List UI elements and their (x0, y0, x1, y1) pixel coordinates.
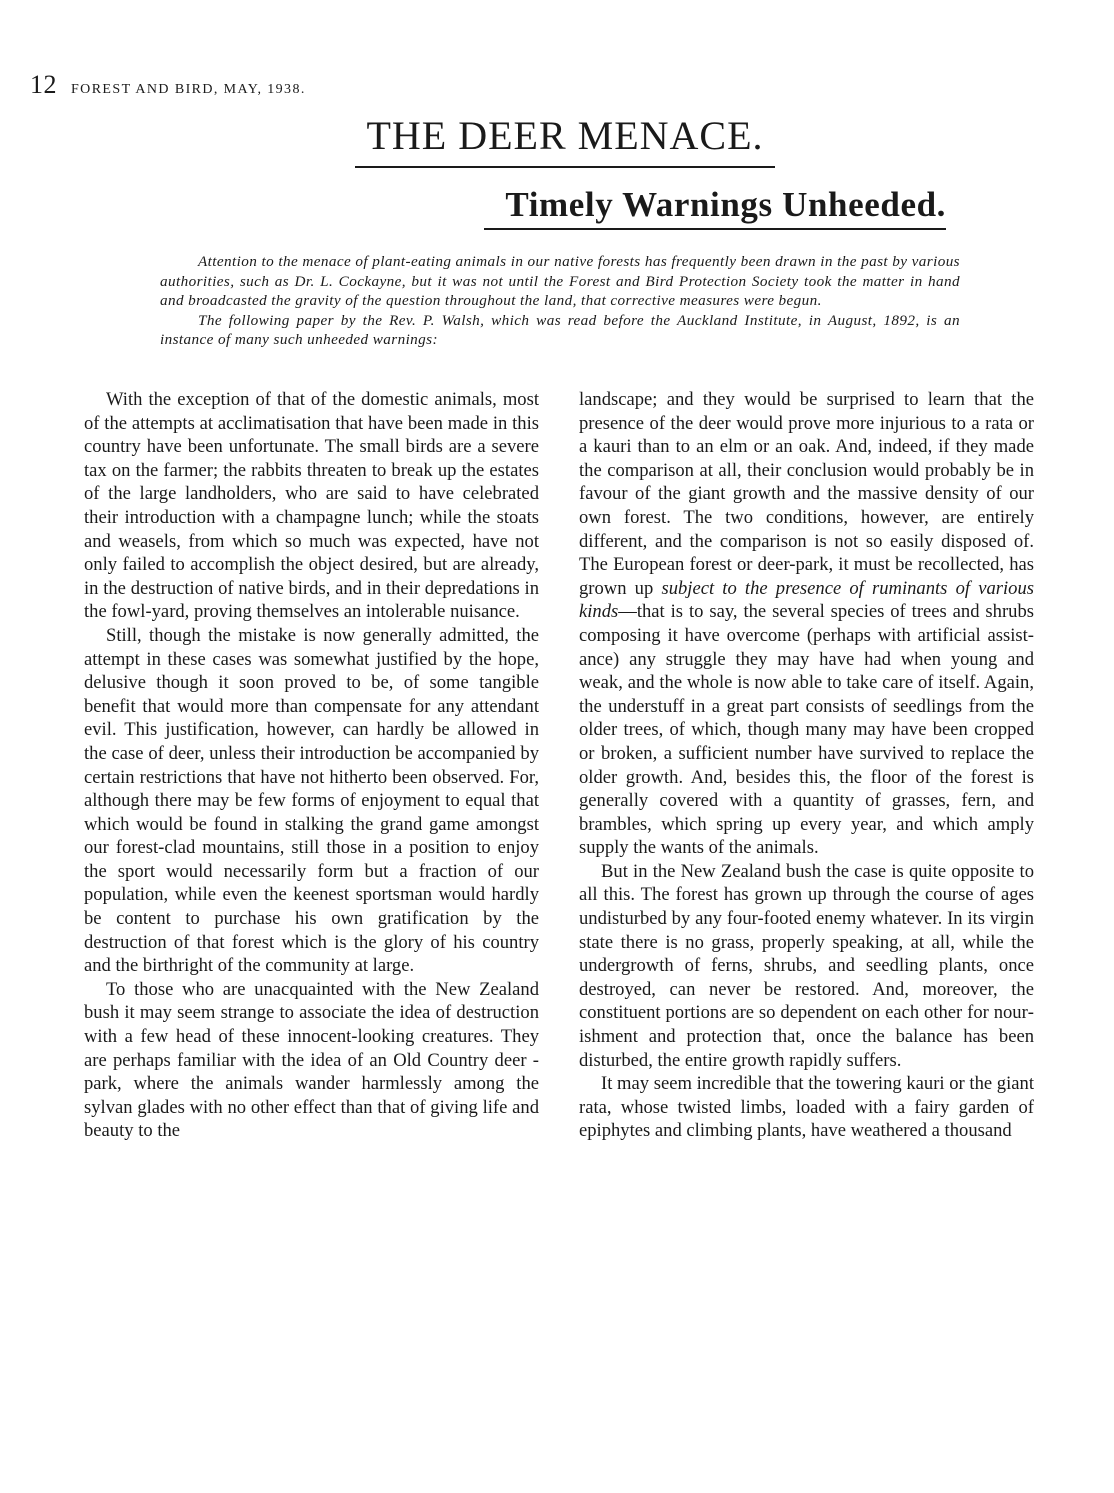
running-head (30, 70, 306, 100)
running-title: FOREST AND BIRD, MAY, 1938. (71, 82, 306, 97)
title-block (355, 112, 775, 168)
body-text: landscape; and they would be surprised to learn that the presence of the deer would prove more injurious to a rata or a kauri than to an elm or an oak. And, indeed, if they made the comparison at all, their conclusion would probably be in favour of the giant growth and the massive density of our own forest. The two conditions, however, are entirely different, and the comparison is not so easily disposed of. The European forest or deer-park, it must be recollected, has grown up (579, 389, 1034, 599)
body-paragraph: But in the New Zealand bush the case is quite opposite to all this. The forest has grown up through the course of ages undisturbed by any four-footed enemy whatever. In its virgin state there is no grass, properly speaking, at all, while the undergrowth of ferns, shrubs, and seedling plants, once destroyed, can never be restored. And, moreover, the constituent portions are so dependent on each other for nourishment and protection that, once the balance has been disturbed, the entire growth rapidly suffers. (579, 860, 1034, 1071)
subtitle-block (484, 184, 946, 230)
subtitle-underline (484, 228, 946, 230)
page-number: 12 (30, 70, 57, 99)
title-underline (355, 166, 775, 168)
body-paragraph: It may seem incredible that the towering kauri or the giant rata, whose twisted limbs, loaded with a fairy garden of epiphytes and climbing plants, have weathered a thousand (579, 1073, 1034, 1142)
editorial-intro (160, 252, 960, 350)
article-subtitle: Timely Warnings Unheeded. (505, 185, 946, 224)
body-text: —that is to say, the several species of trees and shrubs composing it have overcome (perhaps with artificial assistance) any struggle they may have had when young and weak, and the whole is now able to take care of itself. Again, the understuff in a great part consists of seedlings from the older trees, of which, though many may have been cropped or broken, a sufficient number have survived to replace the older growth. And, besides this, the floor of the forest is generally covered with a quantity of grasses, fern, and brambles, which spring up every year, and which amply supply the wants of the animals. (579, 601, 1034, 859)
body-paragraph: To those who are unacquainted with the New Zealand bush it may seem strange to associate the idea of destruction with a few head of these innocent-looking creatures. They are perhaps familiar with the idea of an Old Country deer - park, where the animals wander harmlessly among the sylvan glades with no other effect than that of giving life and beauty to the (84, 978, 539, 1142)
intro-paragraph: Attention to the menace of plant-eating animals in our native forests has frequently been drawn in the past by various authorities, such as Dr. L. Cockayne, but it was not until the Forest and Bird Protection Society took the matter in hand and broadcasted the gravity of the question throughout the land, that corrective measures were begun. (160, 253, 960, 309)
body-paragraph: With the exception of that of the domestic animals, most of the attempts at acclimatisation that have been made in this country have been unfortunate. The small birds are a severe tax on the farmer; the rabbits threaten to break up the estates of the large landholders, who are said to have celebrated their introduction with a champagne lunch; while the stoats and weasels, from which so much was expected, have not only failed to accomplish the object desired, but are already, in the destruction of native birds, and in their depredations in the fowl-yard, proving themselves an intolerable nuisance. (84, 389, 539, 623)
right-column (579, 388, 1034, 1143)
intro-paragraph: The following paper by the Rev. P. Walsh, which was read before the Auckland Institute, in August, 1892, is an instance of many such unheeded warnings: (160, 311, 960, 348)
left-column (84, 388, 539, 1143)
article-title: THE DEER MENACE. (366, 113, 764, 158)
body-paragraph: Still, though the mistake is now generally admitted, the attempt in these cases was somewhat justified by the hope, delusive though it soon proved to be, of some tangible benefit that would more than compensate for any attendant evil. This justification, however, can hardly be allowed in the case of deer, unless their introduction be accompanied by certain restrictions that have not hitherto been observed. For, although there may be few forms of enjoyment to equal that which would be found in stalking the grand game amongst our forest-clad mountains, still those in a position to enjoy the sport would necessarily form but a fraction of our population, while even the keenest sportsman would hardly be content to purchase his own gratification by the destruction of that forest which is the glory of his country and the birthright of the community at large. (84, 624, 539, 977)
body-columns (84, 388, 1034, 1143)
body-paragraph (579, 388, 1034, 860)
emphasis-text: subject to the presence of ruminants of various kinds (579, 577, 1034, 623)
